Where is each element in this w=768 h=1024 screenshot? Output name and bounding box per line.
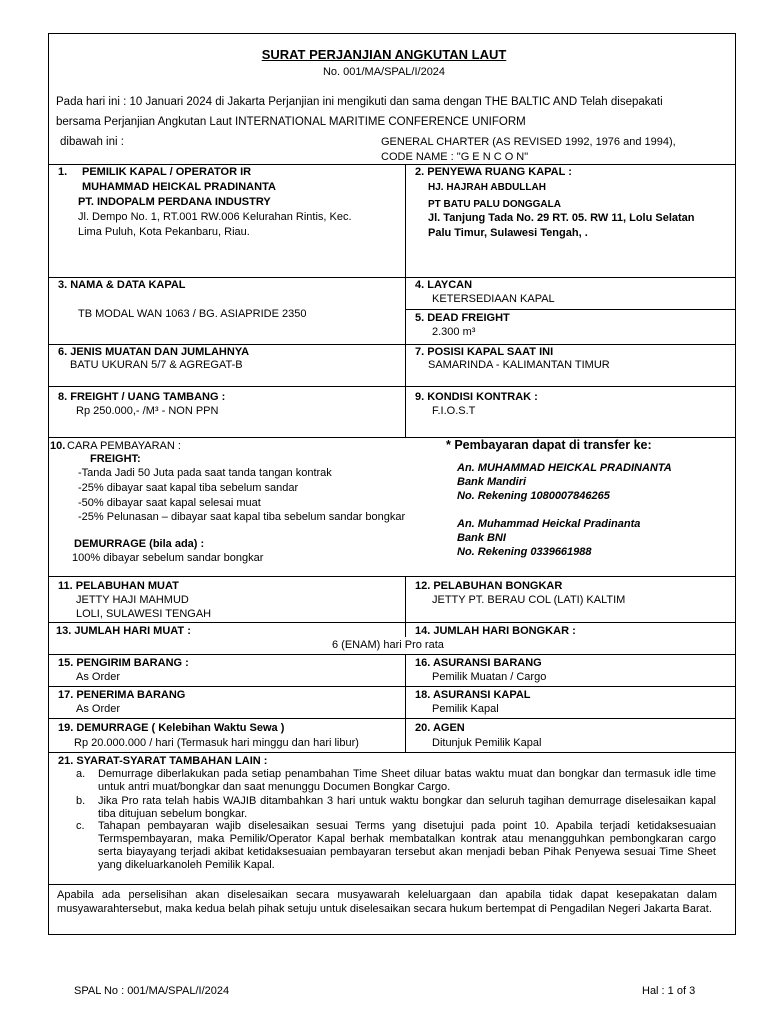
section-value: KETERSEDIAAN KAPAL <box>432 293 555 305</box>
divider <box>48 686 736 687</box>
section-value: Pemilik Kapal <box>432 703 499 715</box>
section-value: Rp 20.000.000 / hari (Termasuk hari minggu dan hari libur) <box>74 737 359 749</box>
section-label: 16. ASURANSI BARANG <box>415 657 542 669</box>
section-label: 11. PELABUHAN MUAT <box>58 580 179 592</box>
section-label: 9. KONDISI KONTRAK : <box>415 391 538 403</box>
document-title: SURAT PERJANJIAN ANGKUTAN LAUT <box>261 47 507 62</box>
section-label: 15. PENGIRIM BARANG : <box>58 657 189 669</box>
intro-line: GENERAL CHARTER (AS REVISED 1992, 1976 and 1994), <box>381 136 676 148</box>
section-label: 2. PENYEWA RUANG KAPAL : <box>415 166 572 178</box>
demurrage-label: DEMURRAGE (bila ada) : <box>74 538 205 550</box>
charterer-name: HJ. HAJRAH ABDULLAH <box>428 182 546 193</box>
section-value: SAMARINDA - KALIMANTAN TIMUR <box>428 359 610 371</box>
condition-text: Tahapan pembayaran wajib diselesaikan sesuai Terms yang disetujui pada point 10. Apabila terjadi ketidaksesuaian Termspembayaran, maka Pemilik/Operator Kapal berhak membatalkan kontrak atau menangguhkan pembongkaran cargo serta biayayang terjadi akibat ketidaksesuaian pembayaran tersebut akan menjadi beban Pihak Penyewa sesuai Time Sheet yang dikeluarkanoleh Pemilik Kapal. <box>98 820 716 871</box>
condition-text: Demurrage diberlakukan pada setiap penambahan Time Sheet diluar batas waktu muat dan bongkar dan termasuk idle time untuk antri muat/bongkar dan saat menunggu Documen Bongkar Cargo. <box>98 768 716 793</box>
section-value: Ditunjuk Pemilik Kapal <box>432 737 542 749</box>
bank-name: Bank BNI <box>457 532 506 544</box>
intro-line: bersama Perjanjian Angkutan Laut INTERNATIONAL MARITIME CONFERENCE UNIFORM <box>56 116 526 128</box>
section-label: 4. LAYCAN <box>415 279 473 291</box>
section-value: F.I.O.S.T <box>432 405 476 417</box>
condition-letter: b. <box>76 795 86 807</box>
divider <box>48 654 736 655</box>
section-label: 3. NAMA & DATA KAPAL <box>58 279 186 291</box>
section-value: As Order <box>76 671 121 683</box>
divider <box>48 164 736 165</box>
section-label: 17. PENERIMA BARANG <box>58 689 186 701</box>
footer-spal-number: SPAL No : 001/MA/SPAL/I/2024 <box>74 985 230 997</box>
condition-letter: a. <box>76 768 86 780</box>
bank-account-name: An. MUHAMMAD HEICKAL PRADINANTA <box>457 462 672 474</box>
section-label: 13. JUMLAH HARI MUAT : <box>56 625 191 637</box>
document-number: No. 001/MA/SPAL/I/2024 <box>322 66 446 78</box>
divider <box>48 344 736 345</box>
intro-line: Pada hari ini : 10 Januari 2024 di Jakarta Perjanjian ini mengikuti dan sama dengan THE BALTIC AND Telah disepakati <box>56 96 663 108</box>
section-value: 2.300 m³ <box>432 326 476 338</box>
section-label: 18. ASURANSI KAPAL <box>415 689 531 701</box>
section-label: PEMILIK KAPAL / OPERATOR IR <box>82 166 252 178</box>
dispute-clause: Apabila ada perselisihan akan diselesaikan secara musyawarah keleluargaan dan apabila tidak dapat kesepakatan dalam musyawarahtersebut, maka kedua belah pihak setuju untuk diselesaikan secara hukum bertempat di Pengadilan Negeri Jakarta Barat. <box>57 889 717 915</box>
section-label: 20. AGEN <box>415 722 465 734</box>
frame-top <box>48 33 736 34</box>
divider <box>48 576 736 577</box>
owner-address: Lima Puluh, Kota Pekanbaru, Riau. <box>78 226 250 238</box>
section-value: BATU UKURAN 5/7 & AGREGAT-B <box>70 359 243 371</box>
divider <box>48 386 736 387</box>
intro-line: CODE NAME : "G E N C O N" <box>381 151 529 163</box>
condition-text: Jika Pro rata telah habis WAJIB ditambahkan 3 hari untuk waktu bongkar dan seluruh tagihan demurrage diselesaikan kapal tiba ditujuan sebelum bongkar. <box>98 795 716 820</box>
section-label: 7. POSISI KAPAL SAAT INI <box>415 346 554 358</box>
divider <box>48 752 736 753</box>
section-value: LOLI, SULAWESI TENGAH <box>76 608 212 620</box>
owner-name: MUHAMMAD HEICKAL PRADINANTA <box>82 181 276 193</box>
payment-term: -25% dibayar saat kapal tiba sebelum sandar <box>78 482 299 494</box>
charterer-address: Jl. Tanjung Tada No. 29 RT. 05. RW 11, Lolu Selatan <box>428 212 695 224</box>
section-value: TB MODAL WAN 1063 / BG. ASIAPRIDE 2350 <box>78 308 307 320</box>
section-number: 10. <box>50 440 66 452</box>
section-label: 6. JENIS MUATAN DAN JUMLAHNYA <box>58 346 250 358</box>
payment-term: -50% dibayar saat kapal selesai muat <box>78 497 261 509</box>
footer-page-number: Hal : 1 of 3 <box>642 985 696 997</box>
section-label: CARA PEMBAYARAN : <box>67 440 181 452</box>
intro-line: dibawah ini : <box>60 136 124 148</box>
divider <box>405 309 736 310</box>
bank-account-name: An. Muhammad Heickal Pradinanta <box>457 518 641 530</box>
divider <box>48 277 736 278</box>
freight-label: FREIGHT: <box>90 453 141 465</box>
frame-bottom <box>48 934 736 935</box>
frame-right <box>735 33 736 935</box>
transfer-label: * Pembayaran dapat di transfer ke: <box>446 438 652 452</box>
column-divider <box>405 164 406 437</box>
section-value: Rp 250.000,- /M³ - NON PPN <box>76 405 219 417</box>
bank-name: Bank Mandiri <box>457 476 527 488</box>
owner-company: PT. INDOPALM PERDANA INDUSTRY <box>78 196 271 208</box>
divider <box>48 622 736 623</box>
demurrage-value: 100% dibayar sebelum sandar bongkar <box>72 552 264 564</box>
payment-term: -Tanda Jadi 50 Juta pada saat tanda tangan kontrak <box>78 467 332 479</box>
section-value: As Order <box>76 703 121 715</box>
charterer-company: PT BATU PALU DONGGALA <box>428 199 561 210</box>
section-label: 19. DEMURRAGE ( Kelebihan Waktu Sewa ) <box>58 722 285 734</box>
section-label: 12. PELABUHAN BONGKAR <box>415 580 563 592</box>
frame-left <box>48 33 49 935</box>
divider <box>48 884 736 885</box>
section-value: JETTY HAJI MAHMUD <box>76 594 189 606</box>
section-value: JETTY PT. BERAU COL (LATI) KALTIM <box>432 594 626 606</box>
bank-account-number: No. Rekening 1080007846265 <box>457 490 610 502</box>
charterer-address: Palu Timur, Sulawesi Tengah, . <box>428 227 588 239</box>
payment-term: -25% Pelunasan – dibayar saat kapal tiba sebelum sandar bongkar <box>78 511 406 523</box>
section-label: 21. SYARAT-SYARAT TAMBAHAN LAIN : <box>58 755 268 767</box>
section-label: 14. JUMLAH HARI BONGKAR : <box>415 625 576 637</box>
section-label: 8. FREIGHT / UANG TAMBANG : <box>58 391 226 403</box>
owner-address: Jl. Dempo No. 1, RT.001 RW.006 Kelurahan Rintis, Kec. <box>78 211 352 223</box>
section-value: Pemilik Muatan / Cargo <box>432 671 547 683</box>
column-divider <box>405 654 406 752</box>
column-divider <box>405 622 406 637</box>
condition-letter: c. <box>76 820 85 832</box>
section-value: 6 (ENAM) hari Pro rata <box>332 639 444 651</box>
section-label: 5. DEAD FREIGHT <box>415 312 510 324</box>
column-divider <box>405 576 406 622</box>
divider <box>48 718 736 719</box>
section-number: 1. <box>58 166 68 178</box>
bank-account-number: No. Rekening 0339661988 <box>457 546 592 558</box>
